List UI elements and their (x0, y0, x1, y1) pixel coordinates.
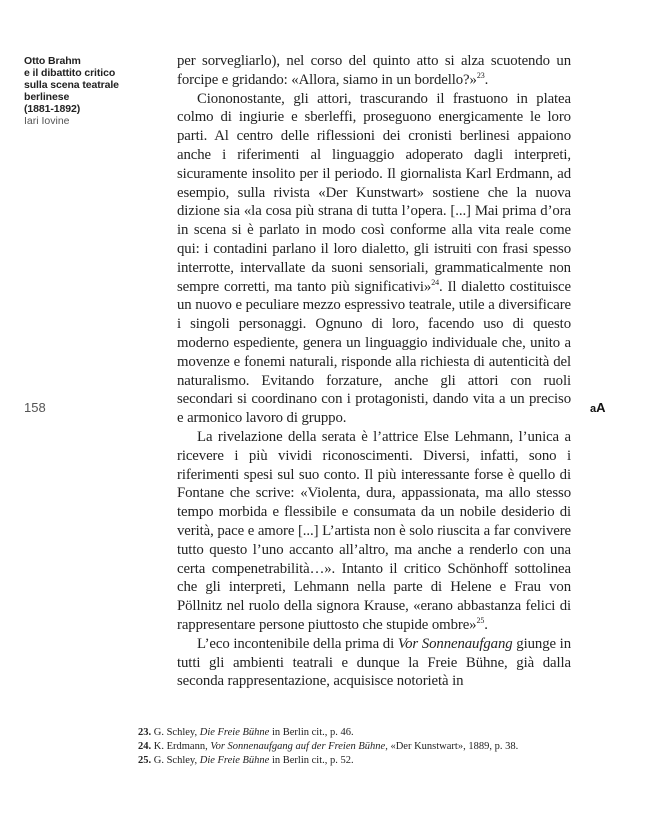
body-text (177, 52, 571, 691)
paragraph-text: . (484, 616, 488, 633)
page-number: 158 (24, 400, 46, 415)
footnote (138, 754, 578, 768)
running-head-title-line: berlinese (24, 91, 70, 103)
text-size-button[interactable] (590, 400, 606, 415)
footnote-text: in Berlin cit., p. 46. (269, 727, 354, 738)
paragraph (177, 52, 571, 90)
running-head-title-line: e il dibattito critico (24, 67, 116, 79)
paragraph-text: La rivelazione della serata è l’attrice Else Lehmann, l’unica a ricevere i più vividi riconoscimenti. Diversi, infatti, sono i riferimenti spesi sul suo conto. Il più interessante forse è quello di Fontane che scrive: «Violenta, dura, appassionata, ma allo stesso tempo morbida e flessibile e consumata da un nobile desiderio di verità, pace e amore [...] L’artista non è solo riuscita a far convivere tutto questo l’uno accanto all’altro, ma anche a renderlo con una certa compenetrabilità…». Intanto il critico Schönhoff sottolinea che gli interpreti, Lehmann nella parte di Helene e Frau von Pöllnitz nel ruolo della signora Krause, «erano abbastanza felici di rappresentare persone piuttosto che stupide ombre» (177, 428, 571, 633)
footnote-text: G. Schley, (151, 727, 200, 738)
paragraph (177, 428, 571, 635)
footnote-text: , «Der Kunstwart», 1889, p. 38. (385, 741, 519, 752)
footnote-title: Vor Sonnenaufgang auf der Freien Bühne (210, 741, 386, 752)
paragraph-text: . Il dialetto costituisce un nuovo e peculiare mezzo espressivo teatrale, utile a diversificare i singoli personaggi. Ognuno di loro, facendo uso di questo moderno espediente, genera un linguaggio individuale che, unito a movenze e fonemi naturali, risponde alla richiesta di autenticità del naturalismo. Evitando forzature, anche gli attori con ruoli secondari si coordinano con i protagonisti, dando vita a un preciso e armonico lavoro di gruppo. (177, 278, 571, 427)
paragraph-text: Ciononostante, gli attori, trascurando il frastuono in platea colmo di ingiurie e sberleffi, proseguono energicamente le loro parti. Al centro delle riflessioni dei cronisti berlinesi appaiono anche i riferimenti al linguaggio adoperato dagli interpreti, sicuramente insolito per il periodo. Il giornalista Karl Erdmann, ad esempio, sulla rivista «Der Kunstwart» sostiene che la nuova dizione sia «la cosa più strana di tutta l’opera. [...] Mai prima d’ora in scena si è parlato in modo così conforme alla vita reale come qui: i contadini parlano il loro dialetto, gli istruiti con frasi spesso interrotte, intervallate da suoni sensoriali, grammaticalmente non sempre corretti, ma tanto più significativi» (177, 90, 571, 295)
paragraph-text: per sorvegliarlo), nel corso del quinto atto si alza scuotendo un forcipe e gridando: «Allora, siamo in un bordello?» (177, 53, 571, 88)
work-title: Vor Sonnenaufgang (397, 635, 513, 652)
footnote-title: Die Freie Bühne (199, 727, 270, 738)
footnote (138, 726, 578, 740)
footnote-title: Die Freie Bühne (199, 755, 270, 766)
footnotes (138, 726, 578, 768)
paragraph (177, 90, 571, 428)
footnote-text: K. Erdmann, (151, 741, 211, 752)
paragraph-text: . (484, 71, 489, 88)
paragraph-text: giunge in tutti gli ambienti teatrali e dunque la Freie Bühne, già dalla seconda rappresentazione, acquisisce notorietà in (177, 635, 571, 690)
footnote-number: 25. (138, 755, 152, 766)
footnote-number: 24. (138, 741, 152, 752)
footnote-ref[interactable]: 23 (476, 70, 485, 80)
running-head (24, 55, 164, 127)
paragraph (177, 635, 571, 691)
footnote-ref[interactable]: 24 (431, 277, 440, 287)
running-head-author: Iari Iovine (24, 115, 70, 127)
running-head-title-line: sulla scena teatrale (24, 79, 119, 91)
footnote (138, 740, 578, 754)
footnote-number: 23. (138, 727, 152, 738)
running-head-title-line: (1881-1892) (24, 103, 81, 115)
footnote-ref[interactable]: 25 (476, 615, 485, 625)
paragraph-text: L’eco incontenibile della prima di (197, 635, 398, 652)
footnote-text: G. Schley, (151, 755, 200, 766)
footnote-text: in Berlin cit., p. 52. (269, 755, 354, 766)
running-head-title-line: Otto Brahm (24, 55, 81, 67)
text-size-small-glyph: a (590, 403, 597, 415)
text-size-large-glyph: A (596, 400, 606, 415)
